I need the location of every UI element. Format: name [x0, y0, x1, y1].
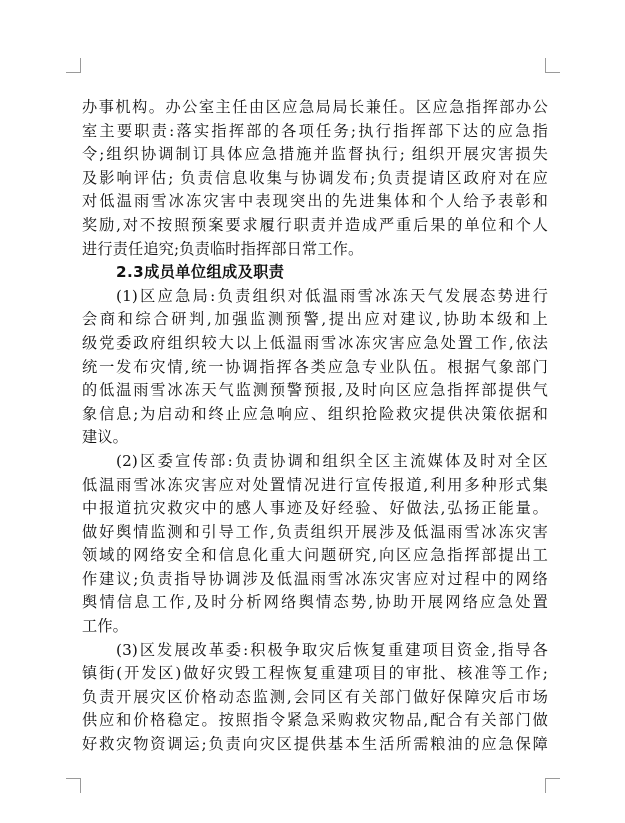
- text-line: 室主要职责:落实指挥部的各项任务;执行指挥部下达的应急指: [82, 121, 548, 140]
- paragraph-development-reform: [82, 639, 548, 757]
- text-line: 会商和综合研判,加强监测预警,提出应对建议,协助本级和上: [82, 310, 548, 329]
- text-line: 供应和价格稳定。按照指令紧急采购救灾物品,配合有关部门做: [82, 711, 548, 730]
- section-heading: 2.3成员单位组成及职责: [116, 263, 285, 282]
- crop-mark-bottom-right: [545, 778, 560, 793]
- text-line: 好救灾物资调运;负责向灾区提供基本生活所需粮油的应急保障: [82, 735, 548, 754]
- text-line: 对低温雨雪冰冻灾害中表现突出的先进集体和个人给予表彰和: [82, 192, 548, 211]
- paragraph-emergency-bureau: [82, 285, 548, 450]
- text-line: 象信息;为启动和终止应急响应、组织抢险救灾提供决策依据和: [82, 404, 548, 423]
- paragraph-office-duties: [82, 96, 548, 261]
- text-line: 级党委政府组织较大以上低温雨雪冰冻灾害应急处置工作,依法: [82, 333, 548, 352]
- text-line: 办事机构。办公室主任由区应急局局长兼任。区应急指挥部办公: [82, 98, 548, 116]
- text-line: 作建议;负责指导协调涉及低温雨雪冰冻灾害应对过程中的网络: [82, 569, 548, 588]
- text-line: 镇街(开发区)做好灾毁工程恢复重建项目的审批、核准等工作;: [82, 664, 548, 683]
- document-body: [82, 96, 548, 757]
- text-line: 进行责任追究;负责临时指挥部日常工作。: [82, 239, 364, 258]
- text-line: 工作。: [82, 617, 129, 636]
- text-line: 的低温雨雪冰冻天气监测预警预报,及时向区应急指挥部提供气: [82, 381, 548, 400]
- text-line: 奖励,对不按照预案要求履行职责并造成严重后果的单位和个人: [82, 215, 548, 234]
- text-line: 及影响评估; 负责信息收集与协调发布;负责提请区政府对在应: [82, 168, 548, 187]
- text-line: (3)区发展改革委:积极争取灾后恢复重建项目资金,指导各: [116, 640, 548, 659]
- text-line: (2)区委宣传部:负责协调和组织全区主流媒体及时对全区: [116, 451, 548, 470]
- text-line: 统一发布灾情,统一协调指挥各类应急专业队伍。根据气象部门: [82, 357, 548, 376]
- crop-mark-top-right: [545, 58, 560, 73]
- text-line: 舆情信息工作,及时分析网络舆情态势,协助开展网络应急处置: [82, 593, 548, 612]
- text-line: (1)区应急局:负责组织对低温雨雪冰冻天气发展态势进行: [116, 286, 548, 305]
- text-line: 低温雨雪冰冻灾害应对处置情况进行宣传报道,利用多种形式集: [82, 475, 548, 494]
- text-line: 领域的网络安全和信息化重大问题研究,向区应急指挥部提出工: [82, 546, 548, 565]
- crop-mark-top-left: [66, 58, 81, 73]
- text-line: 做好舆情监测和引导工作,负责组织开展涉及低温雨雪冰冻灾害: [82, 522, 548, 541]
- text-line: 负责开展灾区价格动态监测,会同区有关部门做好保障灾后市场: [82, 687, 548, 706]
- crop-mark-bottom-left: [66, 778, 81, 793]
- text-line: 中报道抗灾救灾中的感人事迹及好经验、好做法,弘扬正能量。: [82, 499, 548, 518]
- paragraph-publicity-department: [82, 450, 548, 639]
- text-line: 令;组织协调制订具体应急措施并监督执行; 组织开展灾害损失: [82, 145, 548, 164]
- text-line: 建议。: [82, 428, 129, 447]
